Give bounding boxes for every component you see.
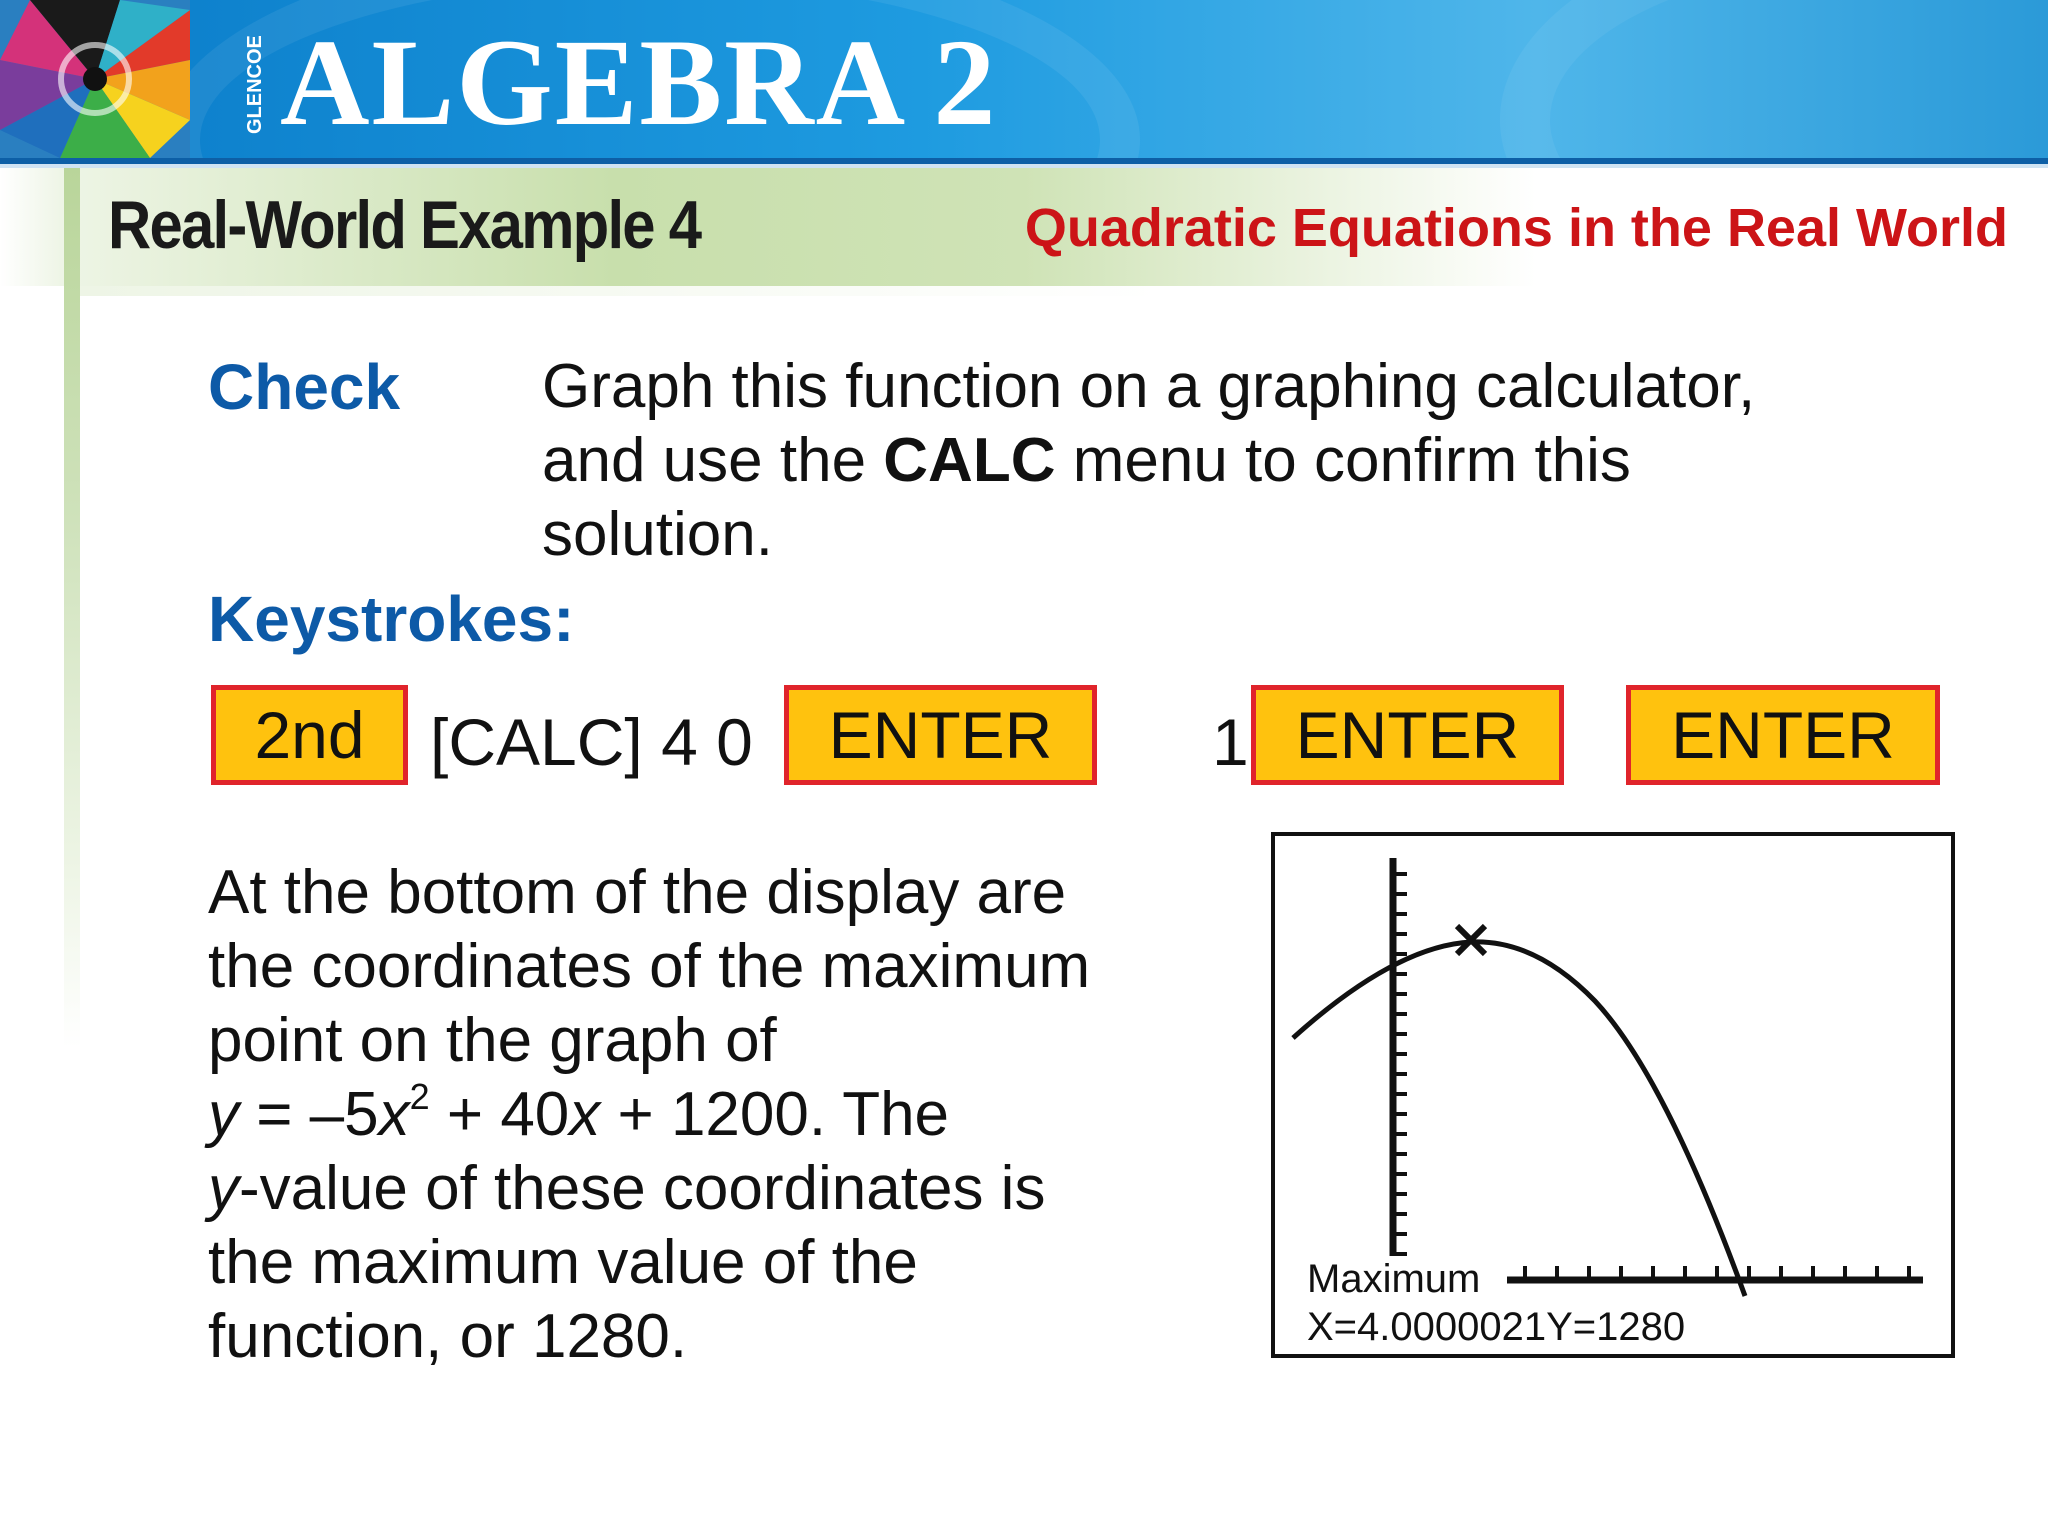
eq-x-2: x [569,1080,601,1149]
explanation-text [208,856,1208,1374]
key-enter-3: ENTER [1626,685,1940,785]
example-label: Real-World Example 4 [108,187,701,263]
check-line-3: solution. [542,500,773,569]
header-bar [0,0,2048,158]
keystrokes-label: Keystrokes: [208,583,575,655]
calculator-screen [1271,832,1955,1358]
calc-menu-term: CALC [883,426,1056,495]
parabola-curve [1293,942,1745,1296]
key-enter-1: ENTER [784,685,1097,785]
explanation-line-7: function, or 1280. [208,1302,688,1371]
spiral-logo-icon [0,0,190,158]
keystroke-calc-text: [CALC] 4 0 [430,705,753,779]
header-swirl-decoration [1500,0,2048,158]
eq-part-3: + 1200. The [600,1080,950,1149]
check-line-1: Graph this function on a graphing calculator, [542,352,1756,421]
keystroke-one: 1 [1212,705,1249,779]
calc-coordinates-readout: X=4.0000021Y=1280 [1307,1305,1686,1349]
explanation-line-1: At the bottom of the display are [208,858,1067,927]
explanation-line-3: point on the graph of [208,1006,777,1075]
check-line-2 [542,424,1962,498]
explanation-line-2: the coordinates of the maximum [208,932,1091,1001]
eq-x: x [378,1080,410,1149]
eq-y: y [208,1080,239,1149]
explanation-line-5-rest: -value of these coordinates is [239,1154,1046,1223]
equation-line [208,1078,1208,1152]
left-accent-bar [64,168,80,1048]
key-2nd: 2nd [211,685,408,785]
page-title: ALGEBRA 2 [280,14,998,151]
eq-part-1: = –5 [239,1080,379,1149]
key-enter-2: ENTER [1251,685,1564,785]
check-line-2-start: and use the [542,426,884,495]
section-title: Quadratic Equations in the Real World [1024,198,2008,258]
eq-exponent: 2 [409,1076,430,1117]
explanation-line-5 [208,1152,1208,1226]
banner-underline [80,286,2048,296]
eq-part-2: + 40 [429,1080,570,1149]
check-label: Check [208,351,401,423]
publisher-brand: GLENCOE [244,35,266,134]
calc-maximum-label: Maximum [1307,1256,1484,1302]
check-line-2-end: menu to confirm this [1055,426,1631,495]
check-instructions [542,350,1962,572]
y-value-variable: y [208,1154,239,1223]
explanation-line-6: the maximum value of the [208,1228,918,1297]
